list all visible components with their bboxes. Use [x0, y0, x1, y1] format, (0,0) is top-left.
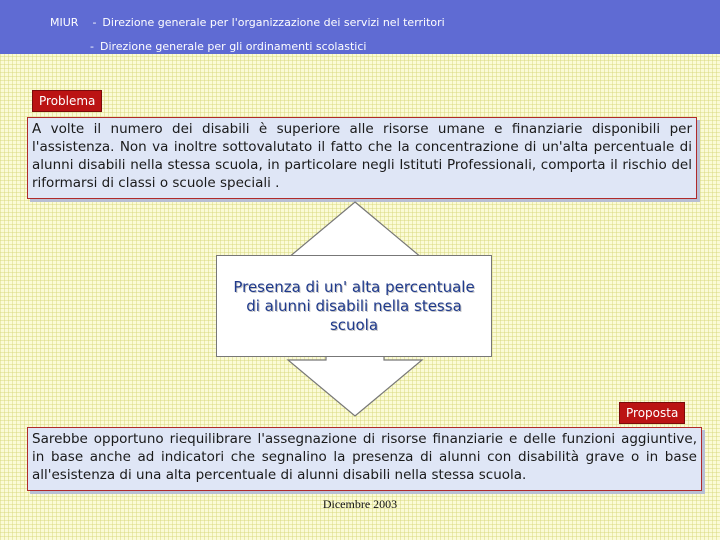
- center-statement-text: Presenza di un' alta percentuale di alunni disabili nella stessa scuola: [233, 277, 475, 334]
- header-separator-1: -: [92, 16, 97, 29]
- center-statement-box: [216, 255, 492, 357]
- header-directorate-2: Direzione generale per gli ordinamenti scolastici: [99, 40, 367, 53]
- proposta-textbox: Sarebbe opportuno riequilibrare l'assegnazione di risorse finanziarie e delle funzioni aggiuntive, in base anche ad indicatori che segnalino la presenza di alunni con disabilità grave o in base all'esistenza di una alta percentuale di alunni disabili nella stessa scuola.: [27, 427, 702, 491]
- proposta-label: Proposta: [619, 402, 685, 424]
- problema-textbox: A volte il numero dei disabili è superiore alle risorse umane e finanziarie disponibili per l'assistenza. Non va inoltre sottovalutato il fatto che la concentrazione di un'alta percentuale di alunni disabili nella stessa scuola, in particolare negli Istituti Professionali, comporta il rischio del riformarsi di classi o scuole speciali .: [27, 117, 697, 199]
- header-banner: [0, 0, 720, 54]
- header-line-2: [90, 40, 366, 53]
- header-directorate-1: Direzione generale per l'organizzazione dei servizi nel territori: [102, 16, 445, 29]
- header-org: MIUR: [50, 16, 79, 29]
- problema-label: Problema: [32, 90, 102, 112]
- footer-date: Dicembre 2003: [322, 497, 398, 511]
- header-line-1: [50, 16, 445, 29]
- header-separator-2: -: [90, 40, 94, 53]
